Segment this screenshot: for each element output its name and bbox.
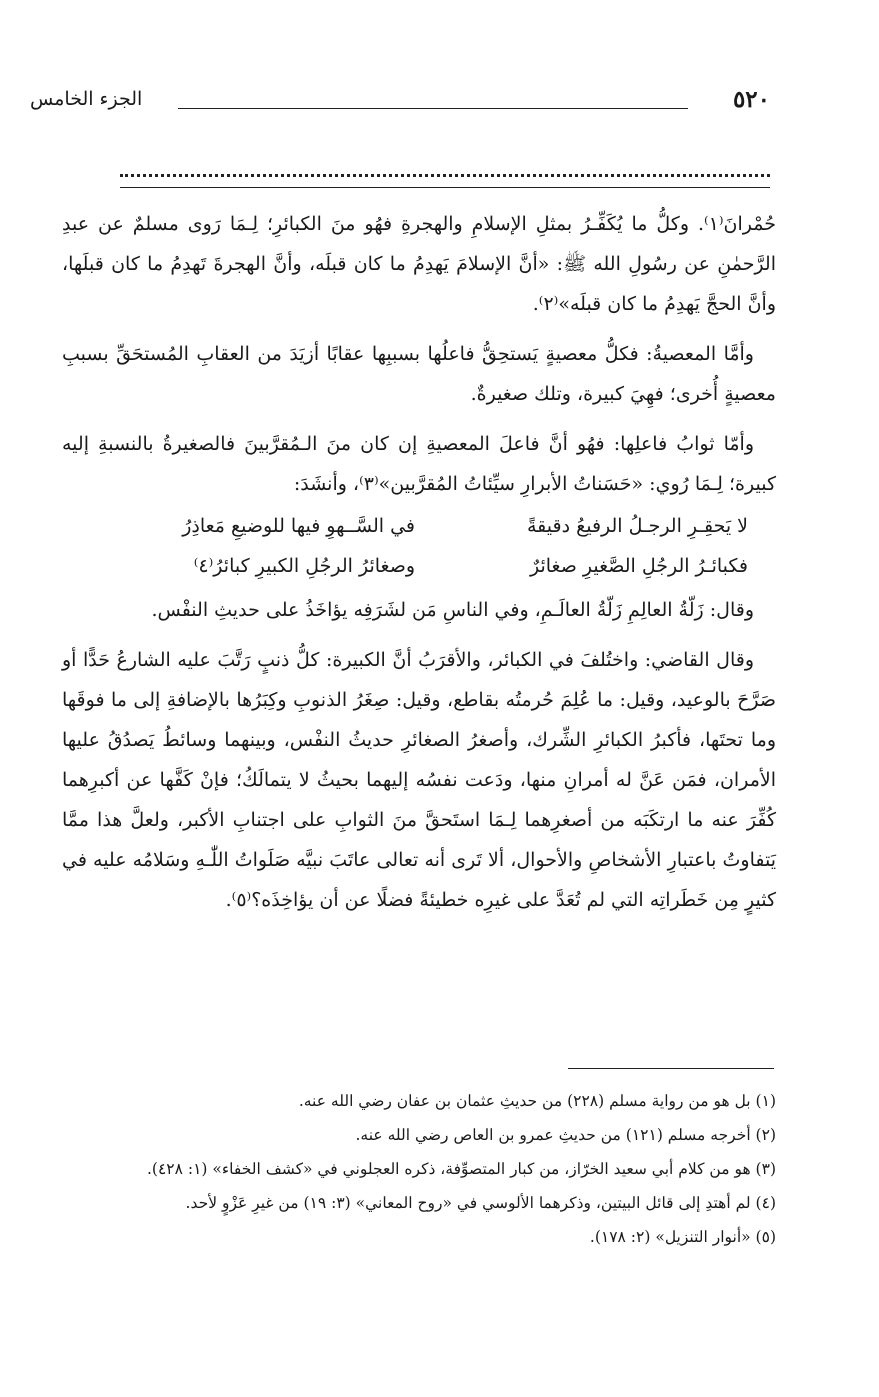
- header-rule: [178, 108, 688, 109]
- verse-1-second-hemistich: في السَّــهوِ فيها للوضيعِ مَعاذِرُ: [182, 515, 415, 537]
- verse-2-second-hemistich: وصغائرُ الرجُلِ الكبيرِ كبائرُ⁽٤⁾: [193, 555, 415, 577]
- paragraph-3: وأمّا ثوابُ فاعلِها: فهُو أنَّ فاعلَ المعصيةِ إن كان منَ الـمُقرَّبينَ فالصغيرةُ بالنسبةِ إليه كبيرة؛ لِـمَا رُوي: «حَسَناتُ الأبرارِ سيِّئاتُ المُقرَّبين»⁽٣⁾، وأنشَدَ:: [62, 433, 776, 495]
- footnote-1: (١) بل هو من رواية مسلم (٢٢٨) من حديثِ عثمان بن عفان رضي الله عنه.: [298, 1092, 776, 1110]
- dotted-divider: [120, 174, 770, 177]
- header-separator: [120, 187, 770, 188]
- page-number: ٥٢٠: [732, 86, 770, 113]
- verse-2-first-hemistich: فكبائـرُ الرجُلِ الصَّغيرِ صغائرٌ: [529, 555, 748, 577]
- footnote-4: (٤) لم أهتدِ إلى قائل البيتين، وذكرهما الألوسي في «روح المعاني» (٣: ١٩) من غيرِ عَزْوٍ لأحد.: [185, 1194, 776, 1212]
- footnotes: [100, 1084, 776, 1254]
- verse-1-first-hemistich: لا يَحقِـرِ الرجـلُ الرفيعُ دقيقةً: [526, 515, 748, 537]
- paragraph-5: وقال القاضي: واختُلفَ في الكبائر، والأقرَبُ أنَّ الكبيرة: كلُّ ذنبٍ رَتَّبَ عليه الشارعُ حَدًّا أو صَرَّحَ بالوعيد، وقيل: ما عُلِمَ حُرمتُه بقاطع، وقيل: صِغَرُ الذنوبِ وكِبَرُها بالإضافةِ إلى ما فوقَها وما تحتَها، فأكبرُ الكبائرِ الشِّرك، وأصغرُ الصغائرِ حديثُ النفْس، وبينهما وسائطُ يَصدُقُ عليها الأمران، فمَن عَنَّ له أمرانِ منها، ودَعت نفسُه إليهما بحيثُ لا يتمالَكُ؛ فإنْ كَفَّها عن أكبرِهما كُفِّرَ عنه ما ارتكَبَه من أصغرِهما لِـمَا استَحقَّ منَ الثوابِ على اجتنابِ الأكبر، ولعلَّ هذا ممَّا يَتفاوتُ باعتبارِ الأشخاصِ والأحوال، ألا تَرى أنه تعالى عاتَبَ نبيَّه صَلَواتُ اللّٰـهِ وسَلامُه عليه في كثيرٍ مِن خَطَراتِه التي لم تُعَدَّ على غيرِه خطيئةً فضلًا عن أن يؤاخِذَه؟⁽٥⁾.: [62, 649, 776, 911]
- paragraph-1: حُمْرانَ⁽١⁾. وكلُّ ما يُكَفِّـرُ بمثلِ الإسلامِ والهجرةِ فهُو منَ الكبائرِ؛ لِـمَا رَوى مسلمٌ عن عبدِ الرَّحمٰنِ عن رسُولِ الله ﷺ: «أنَّ الإسلامَ يَهدِمُ ما كان قبلَه، وأنَّ الهجرةَ تَهدِمُ ما كان قبلَها، وأنَّ الحجَّ يَهدِمُ ما كان قبلَه»⁽٢⁾.: [62, 213, 776, 315]
- paragraph-4: وقال: زَلّةُ العالِمِ زَلّةُ العالَـمِ، وفي الناسِ مَن لشَرَفِه يؤاخَذُ على حديثِ النفْس.: [151, 599, 754, 621]
- footnote-3: (٣) هو من كلام أبي سعيد الخرّاز، من كبار المتصوِّفة، ذكره العجلوني في «كشف الخفاء» (١: ٤٢٨).: [146, 1160, 776, 1178]
- main-text: [62, 204, 776, 920]
- paragraph-2: وأمَّا المعصيةُ: فكلُّ معصيةٍ يَستحِقُّ فاعلُها بسببِها عقابًا أزيَدَ من العقابِ المُستحَقِّ بسببِ معصيةٍ أُخرى؛ فهِيَ كبيرة، وتلك صغيرةٌ.: [62, 343, 776, 405]
- poem-verses: [62, 504, 776, 590]
- volume-title: الجزء الخامس: [30, 88, 143, 110]
- running-header: [30, 86, 770, 126]
- footnote-2: (٢) أخرجه مسلم (١٢١) من حديثِ عمرو بن العاص رضي الله عنه.: [355, 1126, 776, 1144]
- footnote-separator: [568, 1068, 774, 1069]
- footnote-5: (٥) «أنوار التنزيل» (٢: ١٧٨).: [589, 1228, 776, 1246]
